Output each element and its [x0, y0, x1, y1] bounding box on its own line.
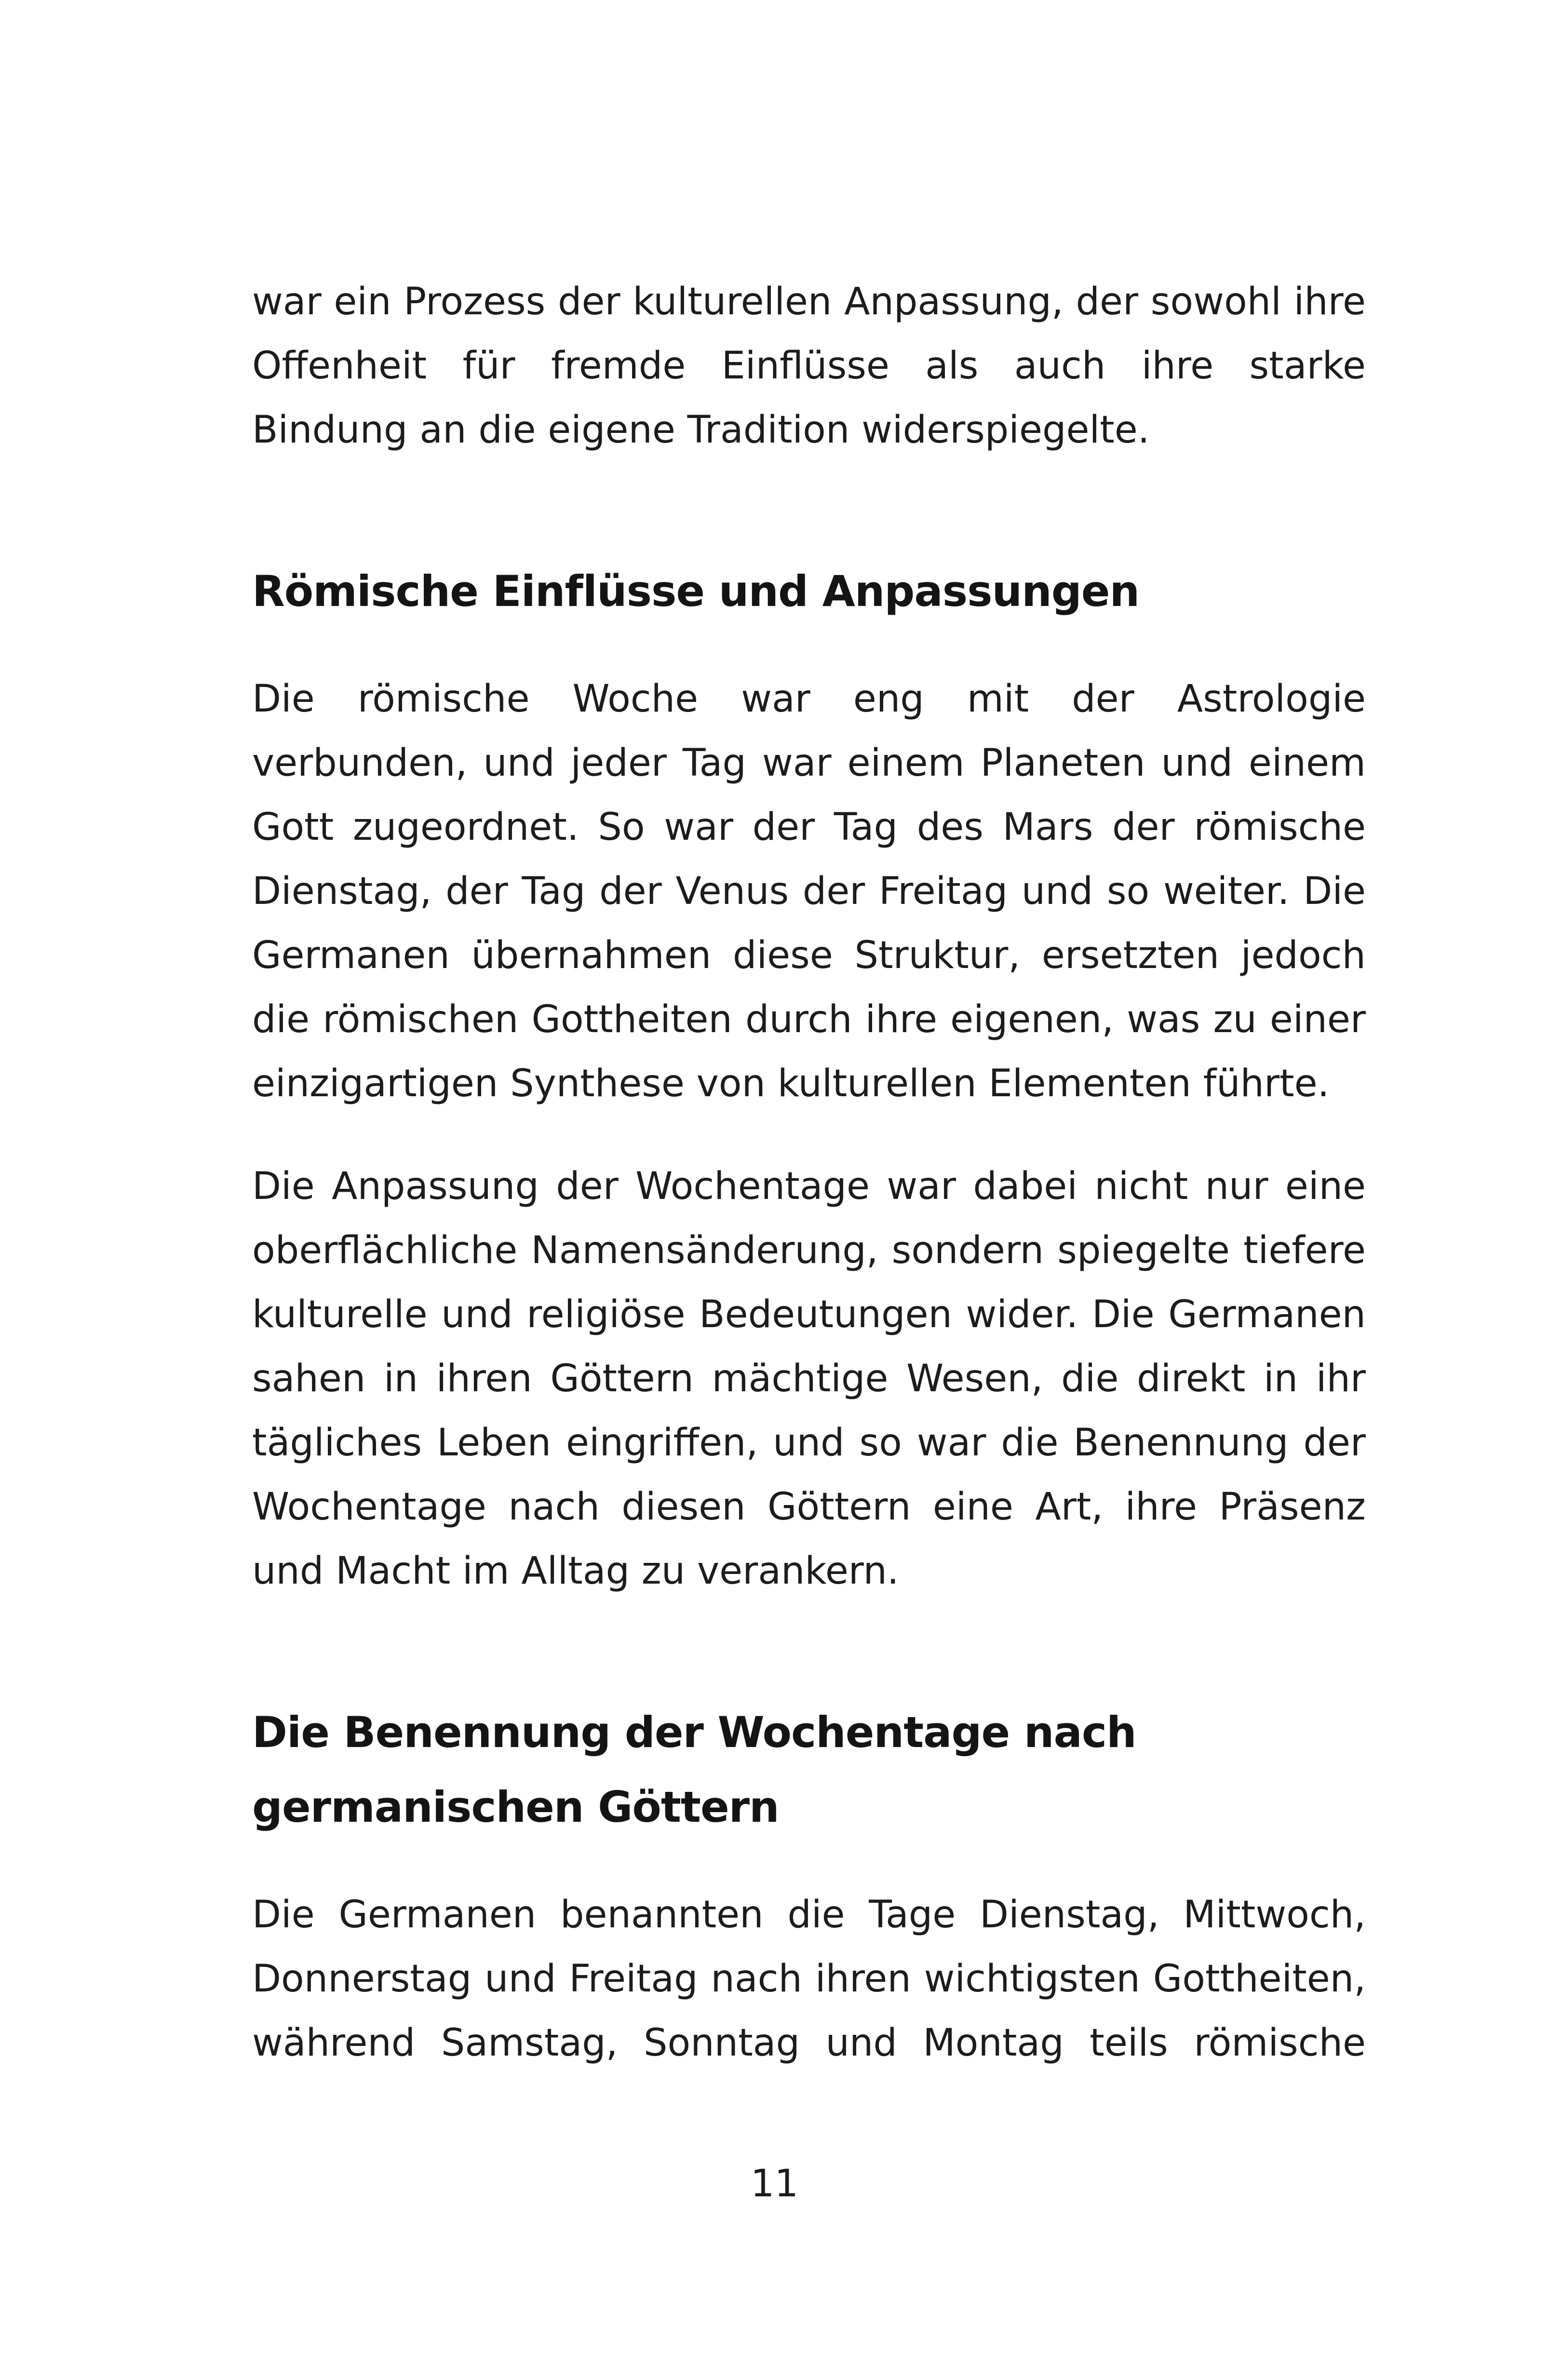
- spacer: [252, 1844, 1366, 1883]
- section-heading-germanic-gods: Die Benennung der Wochentage nach germanischen Göttern: [252, 1708, 1136, 1832]
- paragraph-roman-week: Die römische Woche war eng mit der Astrologie verbunden, und jeder Tag war einem Planeten und einem Gott zugeordnet. So war der Tag des Mars der römische Dienstag, der Tag der Venus der Freitag und so weiter. Die Germanen übernahmen diese Struktur, ersetzten jedoch die römischen Gottheiten durch ihre eigenen, was zu einer einzigartigen Synthese von kulturellen Elementen führte.: [252, 677, 1366, 1105]
- section-heading-roman-influences: Römische Einflüsse und Anpassungen: [252, 566, 1140, 616]
- page-content: [252, 270, 1366, 2075]
- spacer: [252, 1603, 1366, 1695]
- spacer: [252, 629, 1366, 667]
- paragraph-naming: Die Germanen benannten die Tage Dienstag, Mittwoch, Donnerstag und Freitag nach ihren wichtigsten Gottheiten, während Samstag, Sonntag und Montag teils römische: [252, 1893, 1366, 2065]
- spacer: [252, 462, 1366, 554]
- intro-paragraph: war ein Prozess der kulturellen Anpassung, der sowohl ihre Offenheit für fremde Einflüsse als auch ihre starke Bindung an die eigene Tradition widerspiegelte.: [252, 280, 1366, 452]
- spacer: [252, 1116, 1366, 1155]
- page-number: 11: [750, 2162, 799, 2205]
- paragraph-adaptation: Die Anpassung der Wochentage war dabei nicht nur eine oberflächliche Namensänderung, sondern spiegelte tiefere kulturelle und religiöse Bedeutungen wider. Die Germanen sahen in ihren Göttern mächtige Wesen, die direkt in ihr tägliches Leben eingriffen, und so war die Benennung der Wochentage nach diesen Göttern eine Art, ihre Präsenz und Macht im Alltag zu verankern.: [252, 1165, 1366, 1593]
